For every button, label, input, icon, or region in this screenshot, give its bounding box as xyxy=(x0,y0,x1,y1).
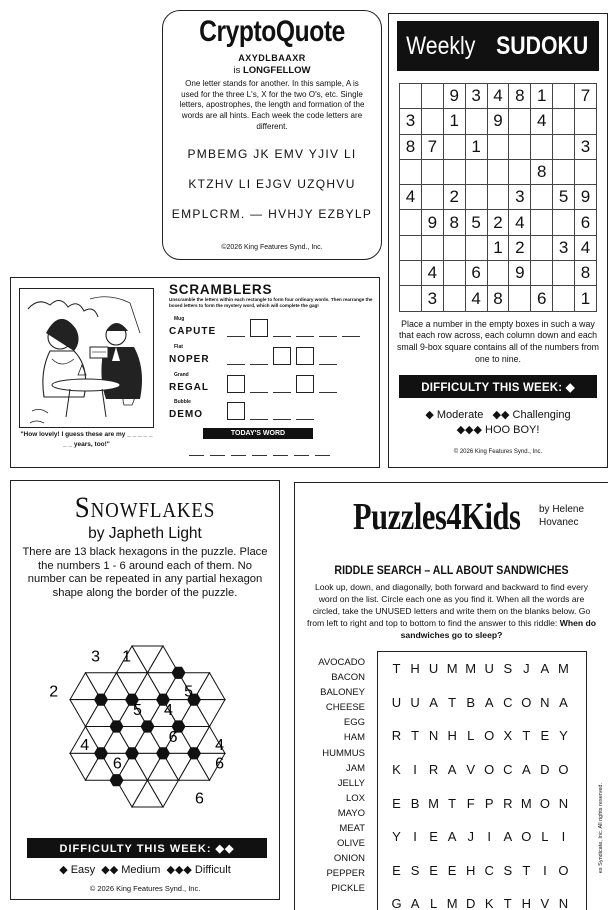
sudoku-cell[interactable]: 6 xyxy=(531,286,553,311)
word-search-letter[interactable]: F xyxy=(466,795,475,811)
word-list xyxy=(295,655,365,897)
sudoku-cell[interactable] xyxy=(531,134,553,159)
word-search-letter[interactable]: U xyxy=(428,661,439,677)
word-search-letter[interactable]: U xyxy=(391,694,402,710)
riddle-title: RIDDLE SEARCH – ALL ABOUT SANDWICHES xyxy=(334,565,569,577)
given-number: 6 xyxy=(194,790,204,808)
sudoku-cell[interactable]: 3 xyxy=(465,84,487,109)
given-number: 2 xyxy=(49,683,59,701)
word-search-letter[interactable]: A xyxy=(429,694,438,710)
todays-word-slot[interactable] xyxy=(189,448,204,456)
sudoku-cell[interactable] xyxy=(509,159,531,184)
word-search-letter[interactable]: O xyxy=(539,795,550,811)
word-search-letter[interactable]: P xyxy=(484,795,494,811)
sudoku-cell[interactable] xyxy=(443,286,465,311)
sudoku-difficulty: DIFFICULTY THIS WEEK: ◆ xyxy=(399,375,597,398)
sudoku-cell[interactable]: 6 xyxy=(575,210,597,235)
sudoku-title: SUDOKU xyxy=(495,31,588,60)
word-search-letter[interactable]: O xyxy=(521,829,532,845)
word-search-letter[interactable]: A xyxy=(484,694,494,710)
answer-slot[interactable] xyxy=(227,319,245,337)
cryptoquote-sample-answer: LONGFELLOW xyxy=(242,65,311,76)
word-search-letter[interactable]: I xyxy=(487,829,492,845)
sudoku-cell[interactable] xyxy=(400,286,422,311)
word-search-letter[interactable]: O xyxy=(558,862,569,878)
word-search-row xyxy=(378,753,586,787)
answer-box[interactable] xyxy=(296,347,314,365)
sudoku-cell[interactable] xyxy=(553,261,575,286)
word-search-letter[interactable]: R xyxy=(503,795,513,811)
answer-slots xyxy=(227,402,314,420)
scramblers-title: SCRAMBLERS xyxy=(169,282,273,297)
word-search-letter[interactable]: I xyxy=(543,862,547,878)
sudoku-cell[interactable] xyxy=(553,159,575,184)
sudoku-grid xyxy=(399,83,597,312)
sudoku-cell[interactable]: 1 xyxy=(531,84,553,109)
word-search-letter[interactable]: R xyxy=(391,728,402,744)
word-search-letter[interactable]: I xyxy=(561,829,566,845)
sudoku-row xyxy=(400,235,597,260)
sudoku-cell[interactable] xyxy=(421,185,443,210)
given-number: 6 xyxy=(215,755,225,773)
word-list-item: CHEESE xyxy=(325,702,365,714)
given-number: 4 xyxy=(215,736,225,754)
todays-word-slots xyxy=(189,448,330,456)
sudoku-cell[interactable] xyxy=(487,185,509,210)
scramble-word: DEMO xyxy=(169,409,203,420)
word-list-item: PEPPER xyxy=(326,868,365,880)
sudoku-banner xyxy=(397,21,599,71)
word-search-letter[interactable]: K xyxy=(484,896,494,910)
snowflakes-puzzle-grid xyxy=(35,614,260,839)
word-search-letter[interactable]: L xyxy=(541,829,549,845)
scramble-word-row xyxy=(169,344,379,370)
word-search-letter[interactable]: M xyxy=(446,896,458,910)
word-search-letter[interactable]: O xyxy=(558,762,569,778)
word-search-letter[interactable]: E xyxy=(392,795,401,811)
word-search-letter[interactable]: U xyxy=(410,694,420,710)
sudoku-cell[interactable] xyxy=(575,159,597,184)
sudoku-cell[interactable] xyxy=(531,261,553,286)
sudoku-levels-line: ◆◆◆ HOO BOY! xyxy=(456,423,540,436)
sudoku-cell[interactable] xyxy=(553,134,575,159)
cryptoquote-line: PMBEMG JK EMV YJIV LI xyxy=(187,147,357,162)
answer-slots xyxy=(227,375,337,393)
word-search-letter[interactable]: M xyxy=(465,661,477,677)
word-list-item: MAYO xyxy=(337,807,365,819)
sudoku-cell[interactable]: 5 xyxy=(553,185,575,210)
word-search-letter[interactable]: D xyxy=(540,762,550,778)
snowflakes-panel xyxy=(10,480,280,900)
word-search-grid xyxy=(377,651,587,910)
word-search-letter[interactable]: A xyxy=(410,896,420,910)
todays-word-slot[interactable] xyxy=(315,448,330,456)
scramble-clue: Grand xyxy=(174,372,189,378)
sudoku-cell[interactable] xyxy=(400,235,422,260)
snowflakes-levels: ◆ Easy ◆◆ Medium ◆◆◆ Difficult xyxy=(59,864,231,876)
answer-slot[interactable] xyxy=(250,402,268,420)
sudoku-row xyxy=(400,84,597,109)
riddle-question: When do sandwiches go to sleep? xyxy=(400,618,596,641)
sudoku-cell[interactable]: 3 xyxy=(509,185,531,210)
answer-box[interactable] xyxy=(227,375,245,393)
answer-box[interactable] xyxy=(250,319,268,337)
sudoku-cell[interactable]: 7 xyxy=(575,84,597,109)
given-number: 5 xyxy=(184,683,194,701)
sudoku-cell[interactable]: 9 xyxy=(487,109,509,134)
sudoku-cell[interactable]: 6 xyxy=(465,261,487,286)
word-search-letter[interactable]: J xyxy=(467,829,474,845)
todays-word-slot[interactable] xyxy=(273,448,288,456)
word-search-letter[interactable]: Y xyxy=(392,829,401,845)
word-search-row xyxy=(378,854,586,888)
answer-slot[interactable] xyxy=(296,402,314,420)
answer-slot[interactable] xyxy=(273,375,291,393)
word-search-letter[interactable]: M xyxy=(558,661,569,677)
sudoku-cell[interactable]: 1 xyxy=(443,109,465,134)
sudoku-cell[interactable]: 9 xyxy=(443,84,465,109)
answer-slots xyxy=(227,347,337,365)
scramblers-subtitle: Unscramble the letters within each rectangle to form four ordinary words. Then rearrange the boxed letters to form the mystery word, which will complete the gag! xyxy=(169,297,373,309)
puzzles4kids-panel xyxy=(294,482,608,910)
word-search-letter[interactable]: A xyxy=(540,661,550,677)
sudoku-cell[interactable]: 3 xyxy=(553,235,575,260)
snowflakes-title: Snowflakes xyxy=(74,491,216,524)
snowflakes-difficulty: DIFFICULTY THIS WEEK: ◆◆ xyxy=(27,838,267,858)
word-search-letter[interactable]: E xyxy=(429,862,438,878)
sudoku-cell[interactable]: 4 xyxy=(465,286,487,311)
scramble-clue: Flat xyxy=(174,344,183,350)
word-list-item: ONION xyxy=(333,853,365,865)
sudoku-cell[interactable] xyxy=(487,134,509,159)
answer-slot[interactable] xyxy=(250,347,268,365)
scramblers-panel xyxy=(10,277,380,468)
cryptoquote-line: EMPLCRM. — HVHJY EZBYLP xyxy=(171,207,373,222)
sudoku-cell[interactable]: 8 xyxy=(531,159,553,184)
answer-slot[interactable] xyxy=(319,319,337,337)
scramble-word: NOPER xyxy=(169,354,210,365)
sudoku-cell[interactable] xyxy=(487,261,509,286)
word-list-item: JELLY xyxy=(337,777,365,789)
sudoku-cell[interactable]: 3 xyxy=(421,286,443,311)
cryptoquote-panel xyxy=(162,10,382,260)
sudoku-cell[interactable]: 9 xyxy=(509,261,531,286)
word-search-row xyxy=(378,652,586,686)
todays-word-slot[interactable] xyxy=(252,448,267,456)
cryptoquote-sample-code: AXYDLBAAXR xyxy=(238,53,306,63)
cartoon-caption: "How lovely! I guess these are my _ _ _ _ _ _ _ years, too!" xyxy=(20,431,153,448)
word-search-letter[interactable]: O xyxy=(484,728,495,744)
sudoku-panel xyxy=(388,13,608,468)
word-list-item: JAM xyxy=(346,762,365,774)
sudoku-cell[interactable] xyxy=(553,84,575,109)
sudoku-cell[interactable]: 2 xyxy=(509,235,531,260)
sudoku-cell[interactable]: 4 xyxy=(421,261,443,286)
sudoku-cell[interactable]: 8 xyxy=(487,286,509,311)
word-search-letter[interactable]: S xyxy=(503,862,513,878)
word-search-letter[interactable]: B xyxy=(410,795,420,811)
sudoku-cell[interactable] xyxy=(531,210,553,235)
word-search-letter[interactable]: T xyxy=(522,728,531,744)
sudoku-cell[interactable] xyxy=(421,235,443,260)
word-search-letter[interactable]: N xyxy=(428,728,439,744)
cartoon-illustration xyxy=(19,288,154,428)
word-search-letter[interactable]: T xyxy=(522,862,531,878)
answer-slot[interactable] xyxy=(319,347,337,365)
sudoku-cell[interactable] xyxy=(487,159,509,184)
word-search-letter[interactable]: E xyxy=(540,728,550,744)
answer-slot[interactable] xyxy=(273,319,291,337)
word-search-letter[interactable]: T xyxy=(448,694,457,710)
word-search-letter[interactable]: M xyxy=(428,795,440,811)
word-search-letter[interactable]: A xyxy=(447,829,457,845)
sudoku-cell[interactable]: 8 xyxy=(400,134,422,159)
word-search-letter[interactable]: Y xyxy=(559,728,568,744)
word-search-letter[interactable]: D xyxy=(465,896,476,910)
given-number: 6 xyxy=(112,755,122,773)
sudoku-cell[interactable] xyxy=(553,109,575,134)
given-number: 1 xyxy=(122,648,132,666)
word-search-letter[interactable]: I xyxy=(413,762,417,778)
word-search-letter[interactable]: T xyxy=(411,728,420,744)
todays-word-slot[interactable] xyxy=(294,448,309,456)
scramble-clue: Bubble xyxy=(174,399,191,405)
given-number: 5 xyxy=(132,702,142,720)
riddle-text xyxy=(305,581,598,641)
word-list-item: OLIVE xyxy=(337,838,365,850)
answer-box[interactable] xyxy=(296,375,314,393)
scramble-word-row xyxy=(169,399,379,425)
sudoku-cell[interactable]: 8 xyxy=(509,84,531,109)
sudoku-cell[interactable]: 7 xyxy=(421,134,443,159)
word-search-letter[interactable]: B xyxy=(466,694,476,710)
sudoku-copyright: © 2026 King Features Synd., Inc. xyxy=(453,448,543,455)
word-search-letter[interactable]: E xyxy=(392,862,401,878)
word-search-letter[interactable]: E xyxy=(447,862,457,878)
sudoku-instructions: Place a number in the empty boxes in such a way that each row across, each column down and each small 9-box square contains all of the numbers from one to nine. xyxy=(397,318,599,364)
word-search-letter[interactable]: N xyxy=(558,896,569,910)
todays-word-label: TODAY'S WORD xyxy=(203,428,313,439)
sudoku-cell[interactable]: 1 xyxy=(487,235,509,260)
snowflakes-description: There are 13 black hexagons in the puzzle. Place the numbers 1 - 6 around each of them. No number can be repeated in any partial hexagon shape along the border of the puzzle. xyxy=(22,546,268,599)
answer-slot[interactable] xyxy=(296,319,314,337)
sudoku-cell[interactable] xyxy=(509,109,531,134)
word-list-item: HAM xyxy=(343,732,365,744)
word-search-letter[interactable]: X xyxy=(503,728,513,744)
sudoku-cell[interactable] xyxy=(443,134,465,159)
word-search-letter[interactable]: C xyxy=(484,862,494,878)
word-search-letter[interactable]: V xyxy=(466,762,476,778)
word-search-letter[interactable]: H xyxy=(521,896,532,910)
sudoku-cell[interactable] xyxy=(400,159,422,184)
word-search-letter[interactable]: H xyxy=(410,661,420,677)
answer-slot[interactable] xyxy=(227,347,245,365)
word-search-row xyxy=(378,786,586,820)
given-number: 3 xyxy=(91,648,101,666)
sudoku-row xyxy=(400,109,597,134)
answer-slot[interactable] xyxy=(319,375,337,393)
word-search-letter[interactable]: L xyxy=(429,896,438,910)
sudoku-cell[interactable] xyxy=(465,185,487,210)
word-search-row xyxy=(378,887,586,910)
sudoku-levels xyxy=(389,408,607,438)
sudoku-title-weekly: Weekly xyxy=(406,31,476,60)
word-search-letter[interactable]: J xyxy=(523,661,530,677)
word-search-letter[interactable]: A xyxy=(447,762,457,778)
sudoku-cell[interactable] xyxy=(400,84,422,109)
word-search-letter[interactable]: M xyxy=(520,795,532,811)
given-number: 6 xyxy=(168,728,178,746)
word-search-row xyxy=(378,820,586,854)
sudoku-row xyxy=(400,159,597,184)
sudoku-cell[interactable] xyxy=(400,261,422,286)
sudoku-cell[interactable]: 1 xyxy=(575,286,597,311)
sudoku-levels-line: ◆ Moderate ◆◆ Challenging xyxy=(425,409,571,422)
word-list-item: BALONEY xyxy=(320,687,365,699)
sudoku-cell[interactable]: 4 xyxy=(575,235,597,260)
sudoku-cell[interactable] xyxy=(509,134,531,159)
sudoku-cell[interactable]: 9 xyxy=(575,185,597,210)
word-list-item: MEAT xyxy=(339,823,365,835)
sudoku-cell[interactable] xyxy=(400,210,422,235)
word-search-letter[interactable]: G xyxy=(391,896,402,910)
sudoku-cell[interactable] xyxy=(465,159,487,184)
sudoku-cell[interactable]: 4 xyxy=(400,185,422,210)
sudoku-cell[interactable]: 8 xyxy=(575,261,597,286)
todays-word-slot[interactable] xyxy=(210,448,225,456)
snowflakes-copyright: © 2026 King Features Synd., Inc. xyxy=(89,884,201,893)
word-list-item: EGG xyxy=(343,717,365,729)
sudoku-cell[interactable] xyxy=(553,210,575,235)
sudoku-cell[interactable] xyxy=(421,159,443,184)
sudoku-cell[interactable]: 3 xyxy=(400,109,422,134)
sudoku-cell[interactable]: 3 xyxy=(575,134,597,159)
answer-box[interactable] xyxy=(227,402,245,420)
sudoku-cell[interactable] xyxy=(421,109,443,134)
sudoku-cell[interactable] xyxy=(443,261,465,286)
sudoku-cell[interactable] xyxy=(575,109,597,134)
sudoku-cell[interactable]: 8 xyxy=(443,210,465,235)
cryptoquote-copyright: ©2026 King Features Synd., Inc. xyxy=(221,244,323,251)
sudoku-cell[interactable]: 1 xyxy=(465,134,487,159)
word-search-letter[interactable]: N xyxy=(540,694,550,710)
word-search-letter[interactable]: U xyxy=(484,661,494,677)
word-list-item: PICKLE xyxy=(331,883,365,895)
sudoku-cell[interactable] xyxy=(443,159,465,184)
sudoku-row xyxy=(400,210,597,235)
sudoku-cell[interactable]: 5 xyxy=(465,210,487,235)
word-search-letter[interactable]: T xyxy=(503,896,512,910)
word-list-item: AVOCADO xyxy=(318,657,365,668)
sudoku-cell[interactable]: 9 xyxy=(421,210,443,235)
riddle-instructions: Look up, down, and diagonally, both forward and backward to find every word on the list. Circle each one as you find it. When all the words are circled, take the UNUSED letters and write them on the blanks below. Go from left to right and top to bottom to find the answer to this riddle: xyxy=(307,582,591,629)
scramble-word: REGAL xyxy=(169,382,209,393)
word-search-letter[interactable]: A xyxy=(503,829,513,845)
scramble-word-row xyxy=(169,372,379,398)
snowflakes-author: by Japheth Light xyxy=(88,525,202,542)
sudoku-row xyxy=(400,185,597,210)
word-search-letter[interactable]: A xyxy=(559,694,568,710)
sudoku-row xyxy=(400,134,597,159)
answer-box[interactable] xyxy=(273,347,291,365)
answer-slot[interactable] xyxy=(342,319,360,337)
sudoku-row xyxy=(400,286,597,311)
word-search-letter[interactable]: R xyxy=(428,762,439,778)
sudoku-cell[interactable] xyxy=(421,84,443,109)
answer-slot[interactable] xyxy=(250,375,268,393)
todays-word-slot[interactable] xyxy=(231,448,246,456)
sudoku-cell[interactable] xyxy=(443,235,465,260)
sudoku-cell[interactable] xyxy=(465,109,487,134)
word-search-letter[interactable]: O xyxy=(484,762,495,778)
scramble-clue: Mug xyxy=(174,316,185,322)
word-search-row xyxy=(378,686,586,720)
answer-slot[interactable] xyxy=(273,402,291,420)
sudoku-cell[interactable]: 2 xyxy=(487,210,509,235)
word-search-letter[interactable]: T xyxy=(392,661,401,677)
word-search-letter[interactable]: M xyxy=(446,661,458,677)
word-search-letter[interactable]: I xyxy=(413,829,417,845)
vertical-copyright: es Syndicate, Inc. All rights reserved. xyxy=(598,783,604,874)
answer-slots xyxy=(227,319,360,337)
cryptoquote-line: KTZHV LI EJGV UZQHVU xyxy=(188,177,356,192)
word-search-letter[interactable]: T xyxy=(448,795,457,811)
word-search-letter[interactable]: A xyxy=(521,762,531,778)
cryptoquote-title: CryptoQuote xyxy=(199,15,345,48)
word-list-item: HUMMUS xyxy=(322,747,365,759)
word-search-letter[interactable]: S xyxy=(410,862,420,878)
sudoku-cell[interactable] xyxy=(509,286,531,311)
word-search-letter[interactable]: E xyxy=(429,829,438,845)
sudoku-cell[interactable]: 4 xyxy=(531,109,553,134)
sudoku-row xyxy=(400,261,597,286)
word-search-letter[interactable]: O xyxy=(521,694,532,710)
cartoon-drawing xyxy=(20,289,153,427)
word-search-letter[interactable]: C xyxy=(503,762,513,778)
word-search-letter[interactable]: L xyxy=(467,728,475,744)
word-list-item: LOX xyxy=(345,792,365,804)
word-search-letter[interactable]: H xyxy=(465,862,476,878)
given-number: 4 xyxy=(163,702,173,720)
puzzles4kids-title: Puzzles4Kids xyxy=(353,496,521,538)
sudoku-cell[interactable]: 4 xyxy=(509,210,531,235)
sudoku-cell[interactable] xyxy=(465,235,487,260)
scramble-word: CAPUTE xyxy=(169,326,217,337)
word-search-letter[interactable]: K xyxy=(392,762,401,778)
sudoku-cell[interactable] xyxy=(531,235,553,260)
sudoku-cell[interactable]: 4 xyxy=(487,84,509,109)
word-search-letter[interactable]: S xyxy=(503,661,513,677)
word-search-letter[interactable]: N xyxy=(558,795,569,811)
word-search-letter[interactable]: C xyxy=(503,694,513,710)
cryptoquote-rules: One letter stands for another. In this sample, A is used for the three L's, X for the two O's, etc. Single letters, apostrophes, the length and formation of the words are all hints. Each week the code letters are different. xyxy=(179,78,365,131)
word-list-item: BACON xyxy=(331,672,365,684)
sudoku-cell[interactable]: 2 xyxy=(443,185,465,210)
cryptoquote-sample-line xyxy=(163,65,381,76)
puzzles4kids-byline: by Helene Hovanec xyxy=(539,504,585,528)
word-search-letter[interactable]: H xyxy=(447,728,457,744)
word-search-row xyxy=(378,719,586,753)
cryptoquote-is: is xyxy=(233,65,241,76)
sudoku-cell[interactable] xyxy=(553,286,575,311)
scramble-word-row xyxy=(169,316,379,342)
sudoku-cell[interactable] xyxy=(531,185,553,210)
given-number: 4 xyxy=(80,736,90,754)
word-search-letter[interactable]: V xyxy=(540,896,550,910)
